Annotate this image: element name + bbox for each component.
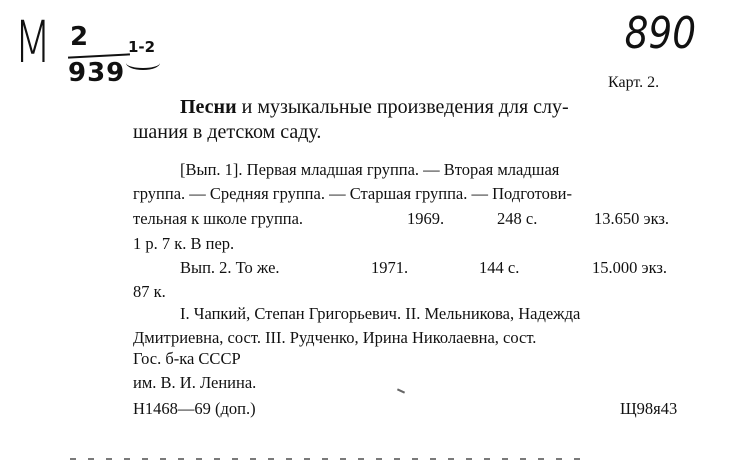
- title-line-2: шания в детском саду.: [133, 121, 322, 143]
- library-line-2: им. В. И. Ленина.: [133, 373, 257, 392]
- shelfmark-arc: [126, 56, 160, 70]
- vol1-line-3: тельная к школе группа.: [133, 209, 304, 228]
- title-line-1: [180, 97, 569, 117]
- vol2-label: Вып. 2. То же.: [180, 258, 280, 277]
- bottom-edge-marks: [70, 458, 590, 460]
- tracing-line-1: I. Чапкий, Степан Григорьевич. II. Мельникова, Надежда: [180, 304, 581, 323]
- vol1-line-1: [Вып. 1]. Первая младшая группа. — Вторая младшая: [180, 160, 560, 179]
- vol1-line-2: группа. — Средняя группа. — Старшая группа. — Подготови-: [133, 184, 572, 203]
- shelfmark-letter: М: [14, 8, 51, 76]
- vol1-pages: 248 с.: [497, 209, 538, 228]
- shelfmark-denominator: 939: [68, 58, 126, 88]
- speck-mark: [397, 388, 405, 393]
- library-line-1: Гос. б-ка СССР: [133, 349, 241, 368]
- title-rest: и музыкальные произведения для слу-: [236, 96, 569, 118]
- vol2-year: 1971.: [371, 258, 409, 277]
- vol2-price: 87 к.: [133, 282, 166, 301]
- tracing-line-2: Дмитриевна, сост. III. Рудченко, Ирина Николаевна, сост.: [133, 328, 537, 347]
- shelfmark-volumes: 1-2: [128, 38, 156, 56]
- footer-card-code: H1468—69 (доп.): [133, 399, 256, 418]
- vol2-copies: 15.000 экз.: [592, 258, 668, 277]
- shelfmark-numerator: 2: [70, 22, 89, 52]
- vol1-copies: 13.650 экз.: [594, 209, 670, 228]
- footer-classification: Щ98я43: [620, 399, 678, 418]
- vol1-line-4: 1 р. 7 к. В пер.: [133, 234, 235, 253]
- card-number: Карт. 2.: [608, 74, 660, 91]
- title-bold-word: Песни: [180, 96, 237, 118]
- vol1-year: 1969.: [407, 209, 445, 228]
- handwritten-number: 890: [624, 8, 696, 59]
- vol2-pages: 144 с.: [479, 258, 520, 277]
